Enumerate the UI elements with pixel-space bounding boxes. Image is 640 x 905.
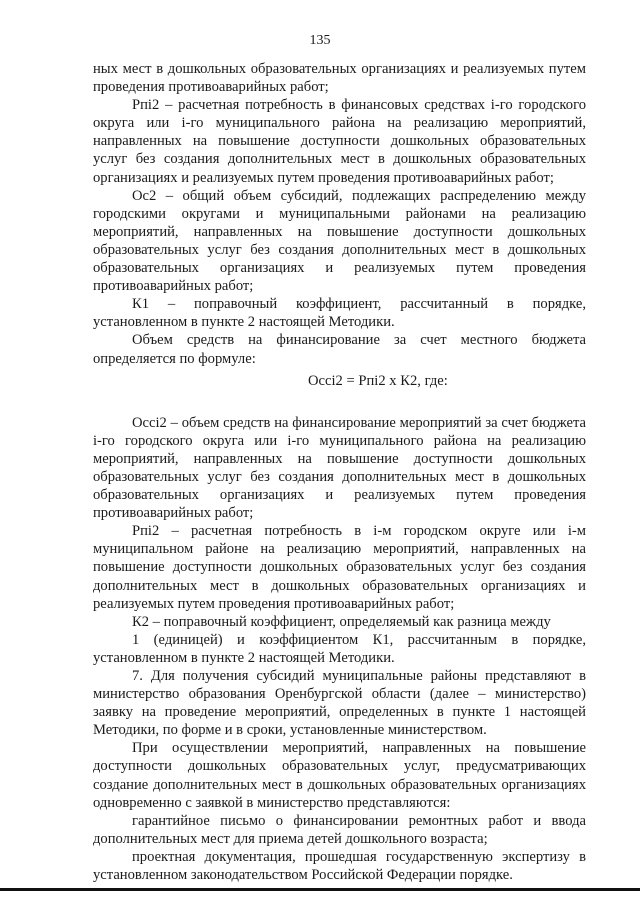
paragraph-occi2-definition: Осcі2 – объем средств на финансирование мероприятий за счет бюджета i-го городского округа или i-го муниципального района на реализацию мероприятий, направленных на повышение доступности дошкольных образовательных услуг без создания дополнительных мест в дошкольных образовательных организациях и реализуемых путем проведения противоаварийных работ; [93, 414, 586, 522]
paragraph-k2-continuation: 1 (единицей) и коэффициентом К1, рассчитанным в порядке, установленном в пункте 2 настоящей Методики. [93, 631, 586, 666]
paragraph-item-7: 7. Для получения субсидий муниципальные районы представляют в министерство образования Оренбургской области (далее – министерство) заявку на проведение мероприятий, определенных в пункте 1 настоящей Методики, по форме и в сроки, установленные министерством. [93, 668, 586, 739]
paragraph-k2-definition: К2 – поправочный коэффициент, определяемый как разница между [132, 613, 551, 630]
paragraph-rpi2-local-definition: Рпі2 – расчетная потребность в i-м городском округе или i-м муниципальном районе на реализацию мероприятий, направленных на повышение доступности дошкольных образовательных услуг без создания дополнительных мест в дошкольных образовательных организациях и реализуемых путем проведения противоаварийных работ; [93, 523, 586, 612]
formula: Осcі2 = Рпі2 х К2, где: [308, 372, 448, 389]
bottom-rule [0, 888, 640, 891]
paragraph-local-budget-intro: Объем средств на финансирование за счет местного бюджета определяется по формуле: [93, 332, 586, 367]
list-item-guarantee-letter: гарантийное письмо о финансировании ремонтных работ и ввода дополнительных мест для приема детей дошкольного возраста; [93, 812, 586, 847]
page-number: 135 [309, 33, 331, 48]
paragraph-additional-places: При осуществлении мероприятий, направленных на повышение доступности дошкольных образовательных услуг, предусматривающих создание дополнительных мест в дошкольных образовательных организациях одновременно с заявкой в министерство представляются: [93, 740, 586, 811]
paragraph-rpi2-definition: Рпi2 – расчетная потребность в финансовых средствах i-го городского округа или i-го муниципального района на реализацию мероприятий, направленных на повышение доступности дошкольных образовательных услуг без создания дополнительных мест в дошкольных образовательных организациях и реализуемых путем проведения противоаварийных работ; [93, 97, 586, 186]
document-body [93, 60, 586, 884]
paragraph-continuation: ных мест в дошкольных образовательных организациях и реализуемых путем проведения противоаварийных работ; [93, 61, 586, 96]
paragraph-k1-definition: К1 – поправочный коэффициент, рассчитанный в порядке, установленном в пункте 2 настоящей Методики. [93, 296, 586, 331]
list-item-project-documentation: проектная документация, прошедшая государственную экспертизу в установленном законодательством Российской Федерации порядке. [93, 848, 586, 884]
paragraph-oc2-definition: Ос2 – общий объем субсидий, подлежащих распределению между городскими округами и муниципальными районами на реализацию мероприятий, направленных на повышение доступности дошкольных образовательных услуг без создания дополнительных мест в дошкольных образовательных организациях и реализуемых путем проведения противоаварийных работ; [93, 187, 586, 295]
